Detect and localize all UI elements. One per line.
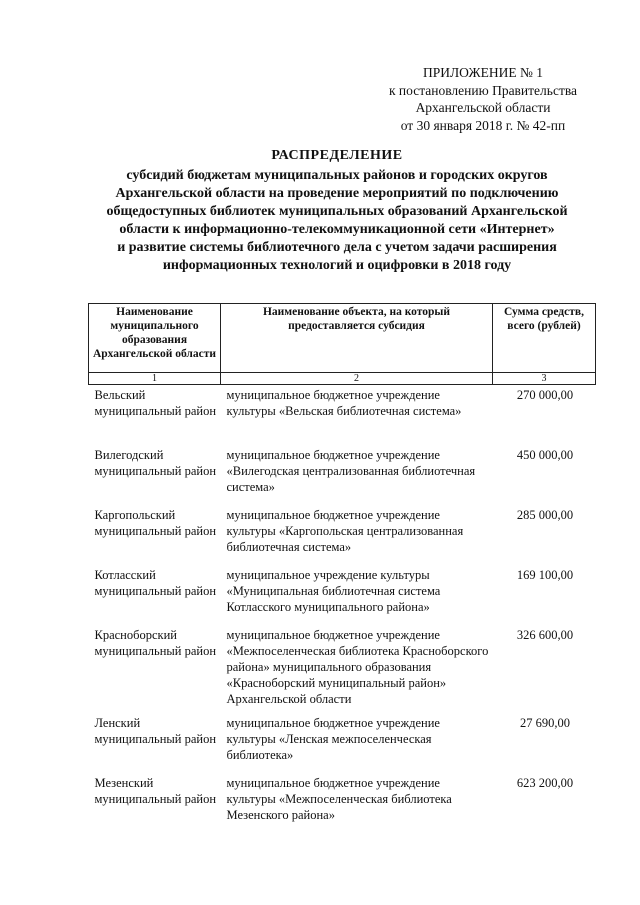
table-row: [89, 625, 596, 713]
subsidy-amount: 285 000,00: [516, 508, 574, 522]
header-amount: Сумма средств, всего (рублей): [493, 304, 596, 373]
subsidy-amount: 623 200,00: [516, 776, 574, 790]
appendix-block: [372, 64, 594, 134]
district-name: Вилегодский муниципальный район: [94, 448, 217, 478]
object-name: муниципальное учреждение культуры «Муниципальная библиотечная система Котласского муниципального района»: [226, 568, 441, 614]
subsidy-amount: 27 690,00: [520, 716, 570, 730]
table-row: [89, 505, 596, 565]
subsidy-amount: 450 000,00: [516, 448, 574, 462]
object-name: муниципальное бюджетное учреждение культуры «Вельская библиотечная система»: [226, 388, 462, 418]
appendix-region: Архангельской области: [415, 100, 551, 115]
district-name: Каргопольский муниципальный район: [94, 508, 217, 538]
column-number-3: 3: [493, 373, 596, 385]
header-object: Наименование объекта, на который предоставляется субсидия: [221, 304, 493, 373]
subsidy-amount: 270 000,00: [516, 388, 574, 402]
column-number-2: 2: [221, 373, 493, 385]
header-municipality: Наименование муниципального образования Архангельской области: [89, 304, 221, 373]
table-row: [89, 773, 596, 833]
appendix-title: ПРИЛОЖЕНИЕ № 1: [422, 65, 544, 80]
district-name: Котласский муниципальный район: [94, 568, 217, 598]
title-main: РАСПРЕДЕЛЕНИЕ: [271, 148, 403, 163]
district-name: Мезенский муниципальный район: [94, 776, 217, 806]
table-row: [89, 565, 596, 625]
distribution-table: [88, 303, 596, 833]
object-name: муниципальное бюджетное учреждение «Вилегодская централизованная библиотечная система»: [226, 448, 476, 494]
table-row: [89, 385, 596, 446]
district-name: Вельский муниципальный район: [94, 388, 217, 418]
object-name: муниципальное бюджетное учреждение культуры «Ленская межпоселенческая библиотека»: [226, 716, 440, 762]
object-name: муниципальное бюджетное учреждение культуры «Межпоселенческая библиотека Мезенского района»: [226, 776, 452, 822]
column-numbers-row: [89, 373, 596, 385]
table-row: [89, 713, 596, 773]
document-title: [50, 147, 624, 275]
appendix-reference: к постановлению Правительства: [388, 82, 578, 98]
title-subtitle: субсидий бюджетам муниципальных районов и городских округов Архангельской области на проведение мероприятий по подключению общедоступных библиотек муниципальных образований Архангельской области к информационно-телекоммуникационной сети «Интернет» и развитие системы библиотечного дела с учетом задачи расширения информационных технологий и оцифровки в 2018 году: [106, 168, 568, 273]
district-name: Ленский муниципальный район: [94, 716, 217, 746]
appendix-date-number: от 30 января 2018 г. № 42-пп: [400, 117, 566, 133]
subsidy-amount: 326 600,00: [516, 628, 574, 642]
object-name: муниципальное бюджетное учреждение «Межпоселенческая библиотека Красноборского района» муниципального образования «Красноборский муниципальный район» Архангельской области: [226, 628, 489, 706]
column-number-1: 1: [89, 373, 221, 385]
table-row: [89, 445, 596, 505]
object-name: муниципальное бюджетное учреждение культуры «Каргопольская централизованная библиотечная система»: [226, 508, 464, 554]
subsidy-amount: 169 100,00: [516, 568, 574, 582]
table-header-row: [89, 304, 596, 373]
district-name: Красноборский муниципальный район: [94, 628, 217, 658]
